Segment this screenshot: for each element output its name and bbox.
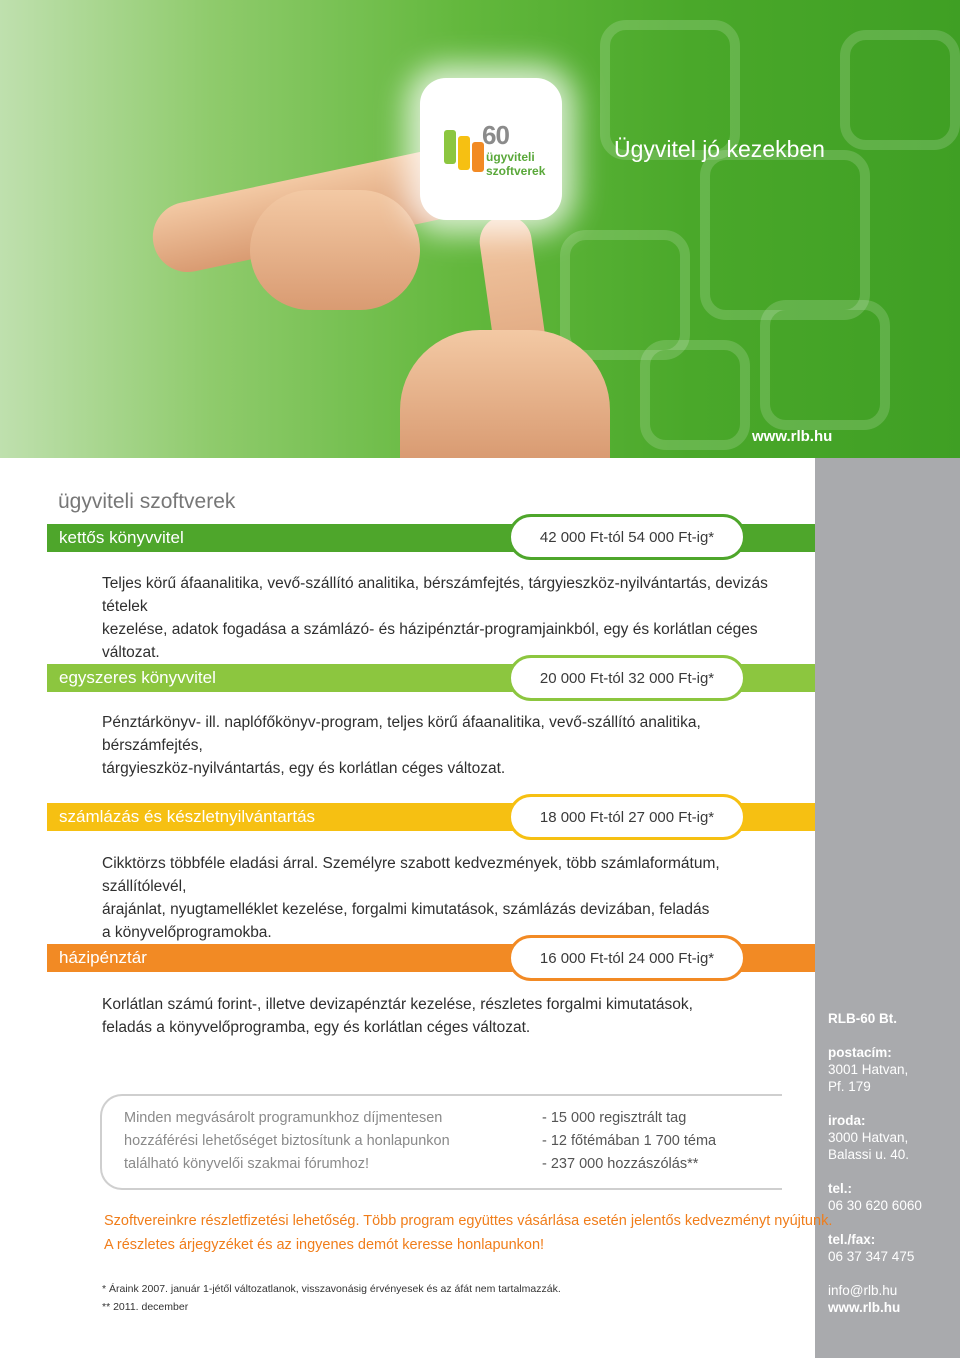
contact-sidebar [815,458,960,1358]
decor-square [840,30,960,150]
description-line: a könyvelőprogramokba. [102,924,272,941]
price-text: 42 000 Ft-tól 54 000 Ft-ig* [539,529,715,546]
footnote: * Áraink 2007. január 1-jétől változatlanok, visszavonásig érvényesek és az áfát nem tartalmazzák. [102,1283,561,1295]
logo-number: 60 [482,120,509,150]
section-description [102,711,802,780]
hero-banner [0,0,960,458]
office-label: iroda: [828,1113,866,1128]
section-description [102,852,802,944]
website-link[interactable]: www.rlb.hu [828,1300,901,1315]
hero-url-link[interactable]: www.rlb.hu [752,428,833,445]
hand-lower [400,330,610,458]
section-title: kettős könyvvitel [59,528,184,547]
footnote: ** 2011. december [102,1301,189,1313]
forum-info-box [100,1094,782,1190]
page-title: ügyviteli szoftverek [58,490,236,513]
fax-number: 06 37 347 475 [828,1249,915,1264]
description-line: árajánlat, nyugtamelléklet kezelése, forgalmi kimutatások, számlázás devizában, feladás [102,901,710,918]
price-text: 18 000 Ft-tól 27 000 Ft-ig* [539,809,715,826]
postal-line: Pf. 179 [828,1079,871,1094]
price-pill [508,935,746,981]
forum-stat: - 15 000 regisztrált tag [542,1110,687,1126]
description-line: feladás a könyvelőprogramba, egy és korlátlan céges változat. [102,1019,531,1036]
decor-square [700,150,870,320]
slogan: Ügyvitel jó kezekben [614,136,825,162]
postal-label: postacím: [828,1045,892,1060]
description-line: Cikktörzs többféle eladási árral. Személyre szabott kedvezmények, több számlaformátum, szállítólevél, [102,855,720,895]
email-link[interactable]: info@rlb.hu [828,1283,898,1298]
logo-text-line1: ügyviteli [486,150,535,164]
forum-line: hozzáférési lehetőséget biztosítunk a honlapunkon [124,1133,450,1149]
tel-number: 06 30 620 6060 [828,1198,922,1213]
price-text: 20 000 Ft-tól 32 000 Ft-ig* [539,670,715,687]
fax-label: tel./fax: [828,1232,876,1247]
promo-line: A részletes árjegyzéket és az ingyenes demót keresse honlapunkon! [104,1237,545,1253]
decor-square [640,340,750,450]
section-title: házipénztár [59,948,147,967]
promo-line: Szoftvereinkre részletfizetési lehetőség. Több program együttes vásárlása esetén jelentős kedvezményt nyújtunk. [104,1213,833,1229]
forum-description [124,1107,450,1176]
forum-line: található könyvelői szakmai fórumhoz! [124,1156,370,1172]
tel-label: tel.: [828,1181,853,1196]
price-pill [508,655,746,701]
logo-text-line2: szoftverek [486,164,546,178]
section-description [102,993,802,1039]
forum-line: Minden megvásárolt programunkhoz díjmentesen [124,1110,443,1126]
section-description [102,572,802,664]
company-name: RLB-60 Bt. [828,1011,898,1026]
price-pill [508,794,746,840]
forum-stat: - 237 000 hozzászólás** [542,1156,699,1172]
postal-line: 3001 Hatvan, [828,1062,909,1077]
forum-stats [542,1107,716,1176]
description-line: kezelése, adatok fogadása a számlázó- és házipénztár-programjainkból, egy és korlátlan céges változat. [102,621,758,661]
office-line: Balassi u. 40. [828,1147,910,1162]
office-line: 3000 Hatvan, [828,1130,909,1145]
logo [420,78,562,220]
price-pill [508,514,746,560]
description-line: Korlátlan számú forint-, illetve devizapénztár kezelése, részletes forgalmi kimutatások, [102,996,693,1013]
description-line: Pénztárkönyv- ill. naplófőkönyv-program, teljes körű áfaanalitika, vevő-szállító analitika, bérszámfejtés, [102,714,701,754]
description-line: tárgyieszköz-nyilvántartás, egy és korlátlan céges változat. [102,760,506,777]
section-title: számlázás és készletnyilvántartás [59,807,316,826]
description-line: Teljes körű áfaanalitika, vevő-szállító analitika, bérszámfejtés, tárgyieszköz-nyilvántartás, devizás tételek [102,575,768,615]
forum-stat: - 12 főtémában 1 700 téma [542,1133,717,1149]
decor-square [760,300,890,430]
price-text: 16 000 Ft-tól 24 000 Ft-ig* [539,950,715,967]
hand-palm [250,190,420,310]
section-title: egyszeres könyvvitel [59,668,216,687]
